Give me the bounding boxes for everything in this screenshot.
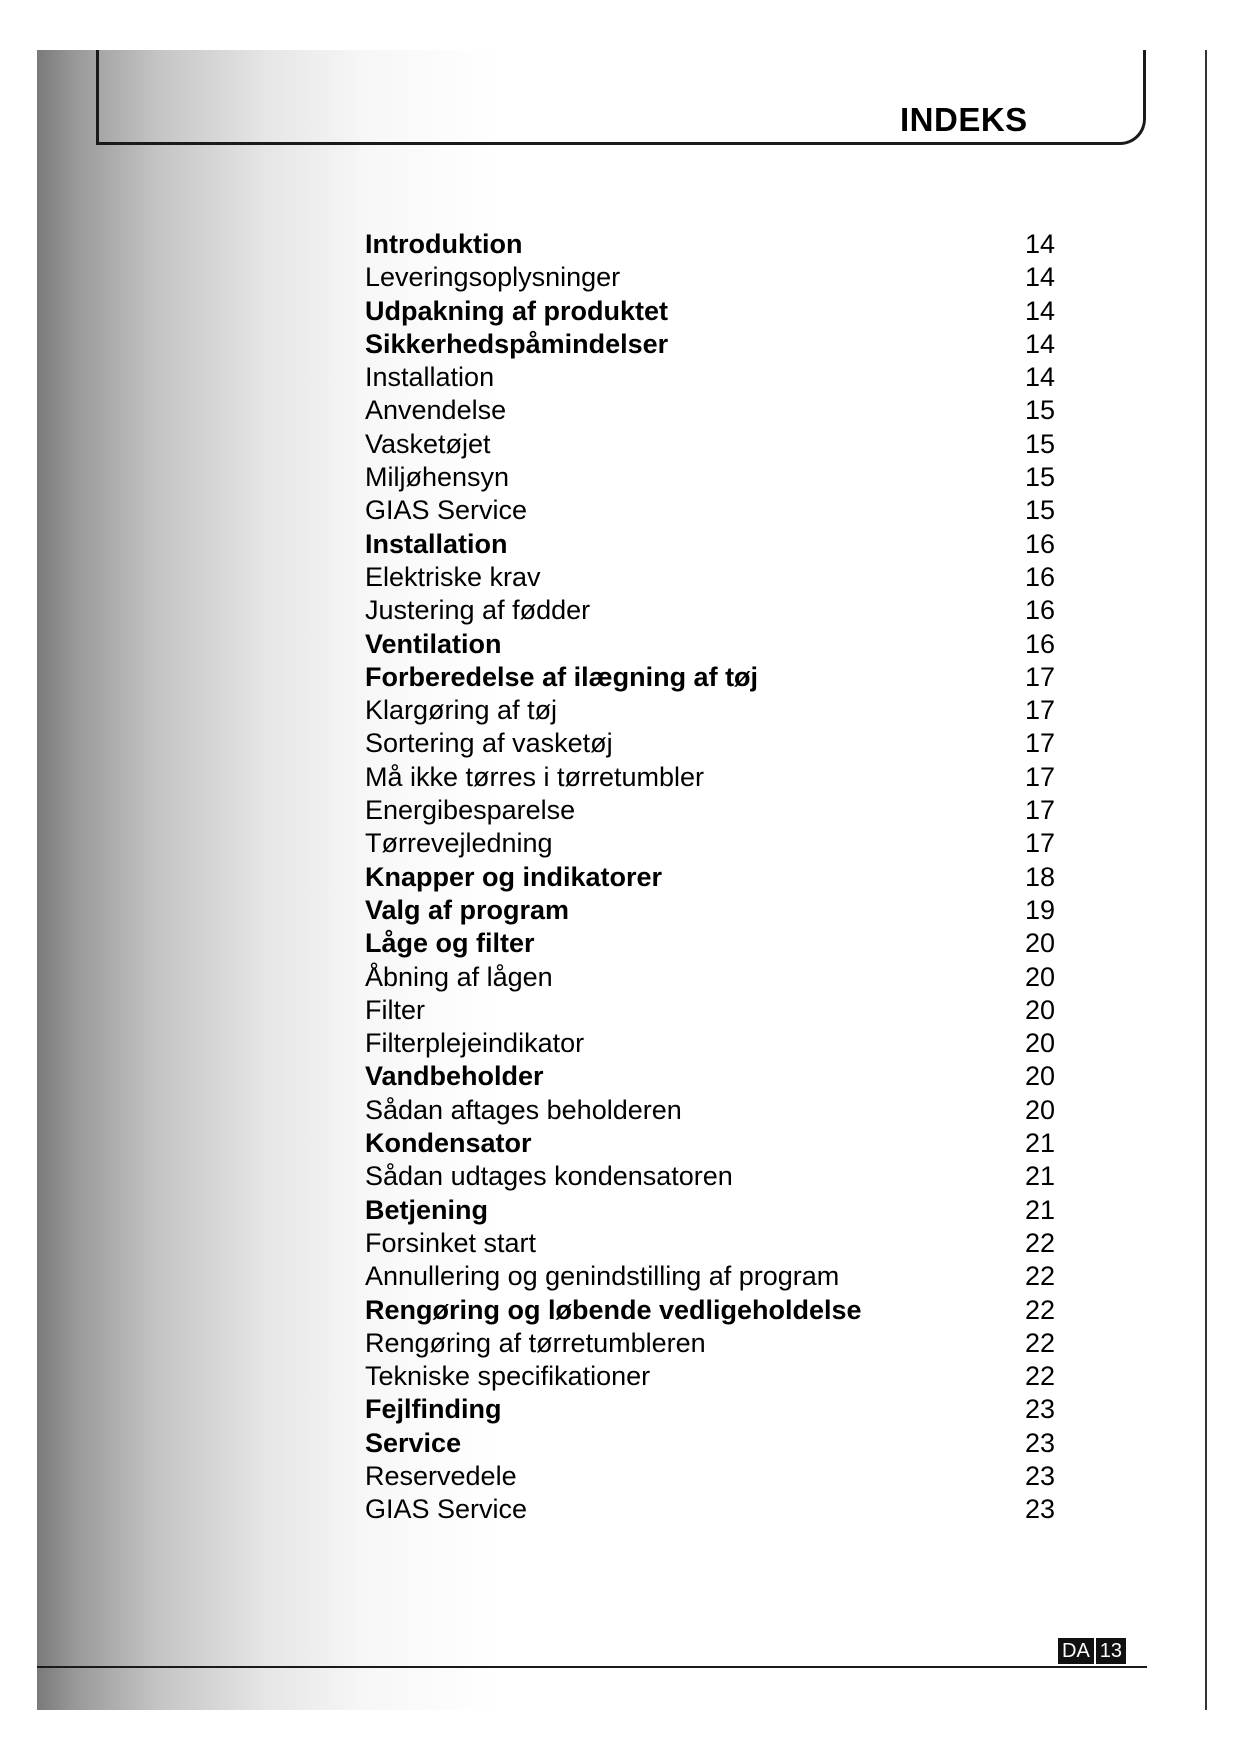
- toc-entry[interactable]: [365, 861, 1055, 894]
- toc-entry[interactable]: [365, 1360, 1055, 1393]
- toc-entry-label: Annullering og genindstilling af program: [365, 1261, 840, 1292]
- toc-entry-page: 20: [1024, 994, 1055, 1025]
- toc-entry[interactable]: [365, 461, 1055, 494]
- toc-entry[interactable]: [365, 328, 1055, 361]
- toc-entry-label: Filter: [365, 994, 425, 1025]
- toc-entry[interactable]: [365, 528, 1055, 561]
- toc-entry[interactable]: [365, 295, 1055, 328]
- toc-entry[interactable]: [365, 827, 1055, 860]
- footer-divider: [37, 1666, 1147, 1668]
- toc-entry-page: 16: [1024, 528, 1055, 559]
- toc-entry[interactable]: [365, 694, 1055, 727]
- toc-entry-page: 17: [1024, 661, 1055, 692]
- toc-entry-label: Forsinket start: [365, 1227, 537, 1258]
- toc-entry[interactable]: [365, 494, 1055, 527]
- toc-entry-page: 15: [1024, 495, 1055, 526]
- toc-entry[interactable]: [365, 1227, 1055, 1260]
- toc-entry[interactable]: [365, 428, 1055, 461]
- toc-entry-page: 17: [1024, 795, 1055, 826]
- toc-entry[interactable]: [365, 1294, 1055, 1327]
- language-code: DA: [1058, 1638, 1094, 1664]
- toc-entry-page: 23: [1024, 1494, 1055, 1525]
- toc-entry-label: Miljøhensyn: [365, 462, 510, 493]
- toc-entry[interactable]: [365, 1027, 1055, 1060]
- toc-entry[interactable]: [365, 1194, 1055, 1227]
- toc-entry[interactable]: [365, 1260, 1055, 1293]
- toc-entry-label: Rengøring af tørretumbleren: [365, 1327, 706, 1358]
- toc-entry-page: 23: [1024, 1460, 1055, 1491]
- toc-entry[interactable]: [365, 1393, 1055, 1426]
- toc-entry[interactable]: [365, 961, 1055, 994]
- toc-entry-label: Ventilation: [365, 628, 502, 659]
- toc-entry-label: Sådan aftages beholderen: [365, 1094, 682, 1125]
- toc-entry-label: Låge og filter: [365, 928, 535, 959]
- toc-entry-page: 22: [1024, 1327, 1055, 1358]
- toc-entry-page: 16: [1024, 628, 1055, 659]
- toc-entry-label: GIAS Service: [365, 1494, 528, 1525]
- toc-entry-label: Sikkerhedspåmindelser: [365, 328, 669, 359]
- toc-entry[interactable]: [365, 628, 1055, 661]
- toc-entry[interactable]: [365, 1460, 1055, 1493]
- toc-entry-page: 21: [1024, 1161, 1055, 1192]
- toc-entry-page: 17: [1024, 761, 1055, 792]
- table-of-contents: [365, 228, 1055, 1527]
- toc-entry-label: Klargøring af tøj: [365, 695, 558, 726]
- toc-entry-label: Introduktion: [365, 229, 523, 259]
- toc-entry-label: Leveringsoplysninger: [365, 262, 621, 293]
- toc-entry-page: 16: [1024, 561, 1055, 592]
- toc-entry[interactable]: [365, 794, 1055, 827]
- toc-entry-page: 17: [1024, 695, 1055, 726]
- toc-entry[interactable]: [365, 561, 1055, 594]
- toc-entry[interactable]: [365, 1327, 1055, 1360]
- toc-entry[interactable]: [365, 1493, 1055, 1526]
- toc-entry-page: 19: [1024, 894, 1055, 925]
- toc-entry-label: Betjening: [365, 1194, 489, 1225]
- toc-entry-page: 22: [1024, 1227, 1055, 1258]
- toc-entry-label: Rengøring og løbende vedligeholdelse: [365, 1294, 862, 1325]
- toc-entry-page: 20: [1024, 1028, 1055, 1059]
- toc-entry-page: 15: [1024, 428, 1055, 459]
- toc-entry-label: Elektriske krav: [365, 561, 541, 592]
- toc-entry-page: 15: [1024, 395, 1055, 426]
- toc-entry-label: Sådan udtages kondensatoren: [365, 1161, 733, 1192]
- toc-entry-label: Installation: [365, 528, 508, 559]
- toc-entry-label: Tørrevejledning: [365, 828, 553, 859]
- toc-entry[interactable]: [365, 727, 1055, 760]
- toc-entry-page: 22: [1024, 1294, 1055, 1325]
- toc-entry[interactable]: [365, 1427, 1055, 1460]
- toc-entry-label: Åbning af lågen: [365, 961, 553, 992]
- page-number-badge: [1058, 1638, 1126, 1664]
- toc-entry[interactable]: [365, 394, 1055, 427]
- toc-entry-label: Filterplejeindikator: [365, 1028, 585, 1059]
- toc-entry-page: 21: [1024, 1194, 1055, 1225]
- toc-entry-page: 14: [1024, 328, 1055, 359]
- toc-entry-page: 17: [1024, 828, 1055, 859]
- toc-entry-page: 18: [1024, 861, 1055, 892]
- toc-entry[interactable]: [365, 1127, 1055, 1160]
- toc-entry-label: Udpakning af produktet: [365, 295, 668, 326]
- toc-entry-label: Vandbeholder: [365, 1061, 544, 1092]
- toc-entry-page: 16: [1024, 595, 1055, 626]
- toc-entry-page: 14: [1024, 229, 1055, 259]
- toc-entry-page: 22: [1024, 1261, 1055, 1292]
- toc-entry[interactable]: [365, 228, 1055, 261]
- toc-entry[interactable]: [365, 661, 1055, 694]
- toc-entry-page: 20: [1024, 928, 1055, 959]
- toc-entry-page: 14: [1024, 362, 1055, 393]
- toc-entry-label: GIAS Service: [365, 495, 528, 526]
- toc-entry-page: 14: [1024, 295, 1055, 326]
- toc-entry-label: Installation: [365, 362, 495, 393]
- toc-entry[interactable]: [365, 894, 1055, 927]
- toc-entry-label: Reservedele: [365, 1460, 517, 1491]
- toc-entry[interactable]: [365, 927, 1055, 960]
- toc-entry-page: 20: [1024, 1094, 1055, 1125]
- toc-entry-label: Forberedelse af ilægning af tøj: [365, 661, 759, 692]
- toc-entry[interactable]: [365, 761, 1055, 794]
- toc-entry-label: Kondensator: [365, 1128, 532, 1159]
- toc-entry-page: 23: [1024, 1394, 1055, 1425]
- toc-entry-label: Service: [365, 1427, 462, 1458]
- toc-entry[interactable]: [365, 361, 1055, 394]
- right-margin-rule: [1205, 50, 1207, 1710]
- toc-entry-page: 20: [1024, 961, 1055, 992]
- toc-entry-label: Justering af fødder: [365, 595, 591, 626]
- toc-entry[interactable]: [365, 261, 1055, 294]
- toc-entry-label: Knapper og indikatorer: [365, 861, 663, 892]
- toc-entry-label: Energibesparelse: [365, 795, 576, 826]
- toc-entry[interactable]: [365, 1060, 1055, 1093]
- toc-entry-page: 20: [1024, 1061, 1055, 1092]
- toc-entry-page: 22: [1024, 1361, 1055, 1392]
- page-number: 13: [1096, 1638, 1126, 1664]
- toc-entry-label: Anvendelse: [365, 395, 507, 426]
- toc-entry-label: Fejlfinding: [365, 1394, 502, 1425]
- toc-entry[interactable]: [365, 594, 1055, 627]
- toc-entry-page: 15: [1024, 462, 1055, 493]
- toc-entry-label: Valg af program: [365, 894, 570, 925]
- toc-entry-label: Tekniske specifikationer: [365, 1361, 651, 1392]
- toc-entry-page: 14: [1024, 262, 1055, 293]
- toc-entry-label: Vasketøjet: [365, 428, 491, 459]
- page-title: INDEKS: [900, 101, 1028, 138]
- toc-entry-label: Sortering af vasketøj: [365, 728, 613, 759]
- toc-entry-label: Må ikke tørres i tørretumbler: [365, 761, 705, 792]
- toc-entry-page: 17: [1024, 728, 1055, 759]
- toc-entry[interactable]: [365, 1160, 1055, 1193]
- toc-entry[interactable]: [365, 1094, 1055, 1127]
- toc-entry-page: 21: [1024, 1128, 1055, 1159]
- toc-entry-page: 23: [1024, 1427, 1055, 1458]
- toc-entry[interactable]: [365, 994, 1055, 1027]
